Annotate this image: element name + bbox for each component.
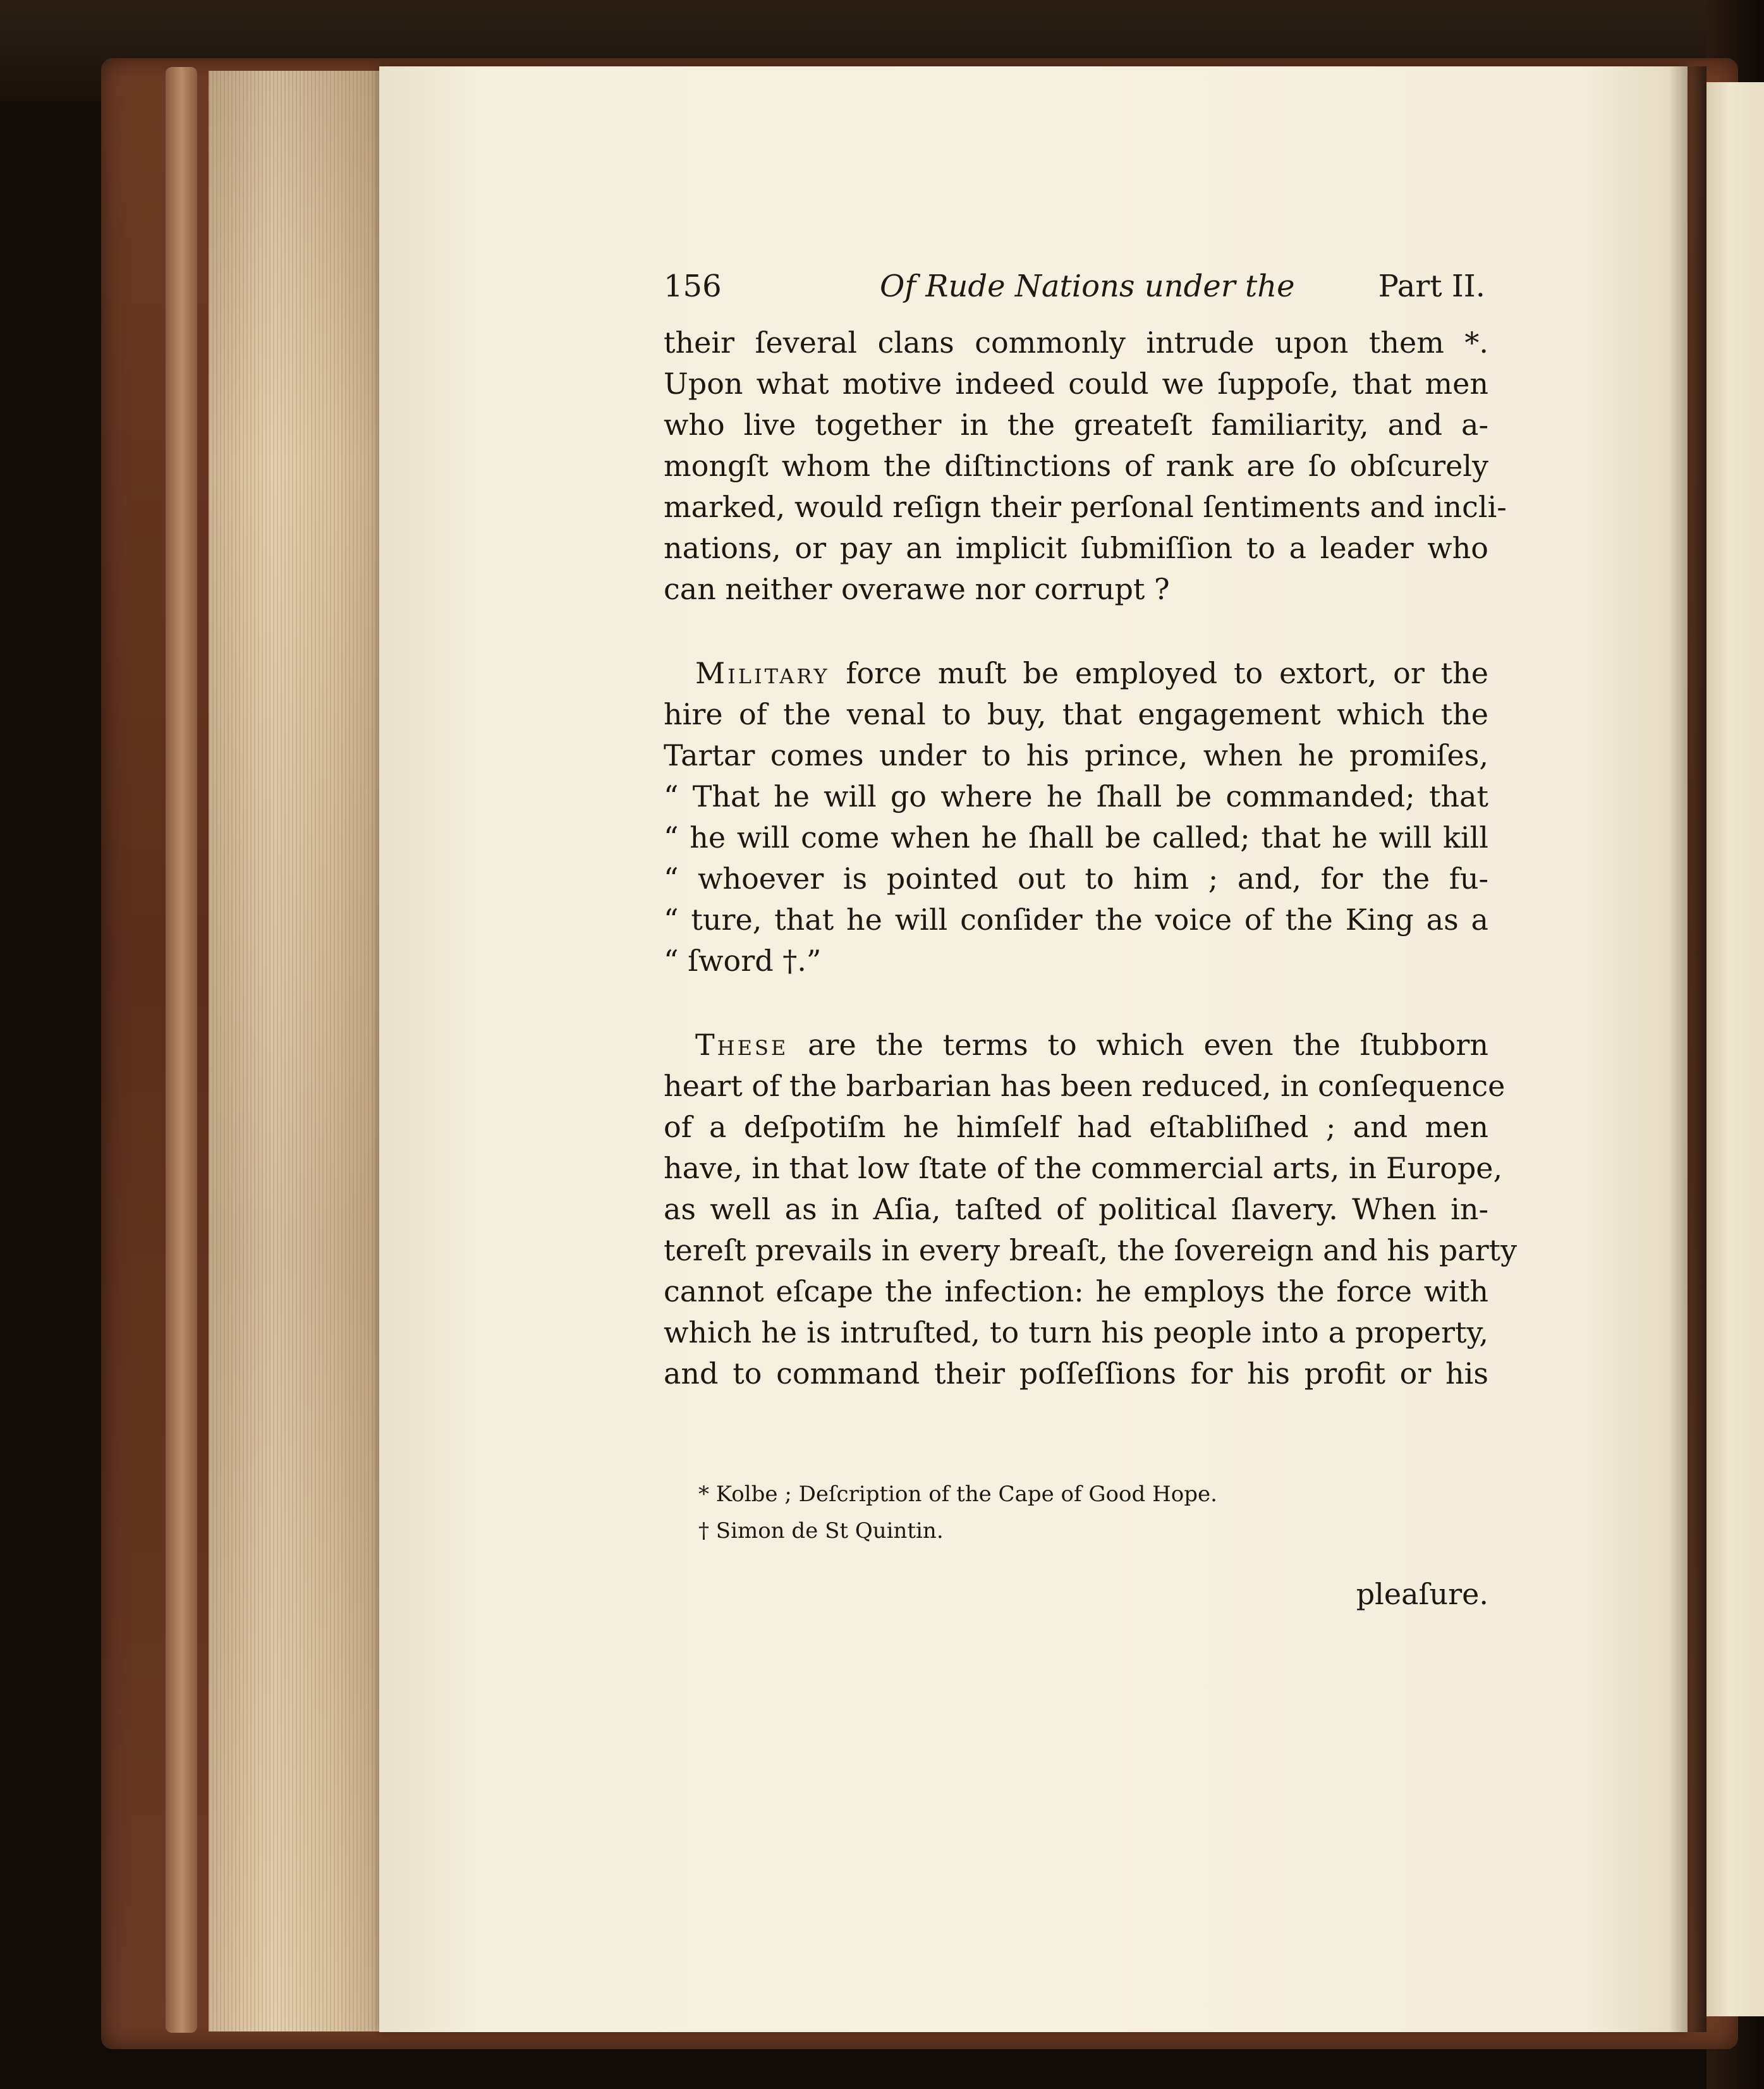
text-line: hire of the venal to buy, that engagement which the xyxy=(664,697,1488,731)
text-line: “ ture, that he will conſider the voice of the King as a xyxy=(664,903,1488,937)
paragraph-gap xyxy=(664,982,1488,1025)
text-line: can neither overawe nor corrupt ? xyxy=(664,572,1170,606)
text-line xyxy=(664,1025,1488,1066)
text-line: “ That he will go where he ſhall be commanded; that xyxy=(664,779,1488,813)
text-line: heart of the barbarian has been reduced, in conſequence xyxy=(664,1069,1505,1103)
lead-word: Military xyxy=(695,656,830,690)
page-gutter xyxy=(1669,66,1706,2032)
cover-edge xyxy=(166,67,197,2033)
text-line xyxy=(664,653,1488,694)
text-line: “ whoever is pointed out to him ; and, for the fu- xyxy=(664,862,1488,896)
text-line: which he is intruſted, to turn his people into a property, xyxy=(664,1315,1488,1349)
text-line: mongſt whom the diſtinctions of rank are ſo obſcurely xyxy=(664,449,1488,483)
text-line: their ſeveral clans commonly intrude upon them *. xyxy=(664,326,1488,360)
paragraph xyxy=(664,322,1507,610)
text-line: marked, would reſign their perſonal ſentiments and incli- xyxy=(664,490,1507,524)
paragraph-gap xyxy=(664,610,1488,653)
lead-text: are the terms to which even the ſtubborn xyxy=(788,1028,1488,1062)
text-line: Upon what motive indeed could we ſuppoſe, that men xyxy=(664,367,1488,401)
text-line: tereſt prevails in every breaſt, the ſovereign and his party xyxy=(664,1233,1518,1267)
footnotes xyxy=(698,1476,1267,1549)
paragraph xyxy=(664,1025,1518,1394)
text-line: of a deſpotiſm he himſelf had eſtabliſhed ; and men xyxy=(664,1110,1488,1144)
footnote: * Kolbe ; Deſcription of the Cape of Good Hope. xyxy=(698,1482,1217,1507)
text-line: who live together in the greateſt familiarity, and a- xyxy=(664,408,1488,442)
paragraph xyxy=(664,653,1488,982)
page-number: 156 xyxy=(664,269,722,304)
text-line: as well as in Aſia, taſted of political ſlavery. When in- xyxy=(664,1192,1488,1226)
text-line: nations, or pay an implicit ſubmiſſion to a leader who xyxy=(664,531,1488,565)
text-line: cannot eſcape the infection: he employs the force with xyxy=(664,1274,1488,1308)
page-header xyxy=(664,265,1485,307)
text-line: “ he will come when he ſhall be called; that he will kill xyxy=(664,820,1488,855)
text-line: “ ſword †.” xyxy=(664,944,822,978)
page-edges-shading xyxy=(209,71,392,2031)
running-title: Of Rude Nations under the xyxy=(880,269,1295,304)
lead-text: force muſt be employed to extort, or the xyxy=(829,656,1488,690)
lead-word: These xyxy=(695,1028,789,1062)
text-line: Tartar comes under to his prince, when he promiſes, xyxy=(664,738,1488,772)
footnote: † Simon de St Quintin. xyxy=(698,1518,944,1544)
catchword: pleaſure. xyxy=(1356,1577,1488,1611)
text-line: and to command their poſſeſſions for his profit or his xyxy=(664,1356,1488,1391)
body-text xyxy=(664,322,1518,1394)
text-line: have, in that low ſtate of the commercial arts, in Europe, xyxy=(664,1151,1503,1185)
facing-page xyxy=(1706,82,1764,2016)
part-label: Part II. xyxy=(1378,269,1485,304)
